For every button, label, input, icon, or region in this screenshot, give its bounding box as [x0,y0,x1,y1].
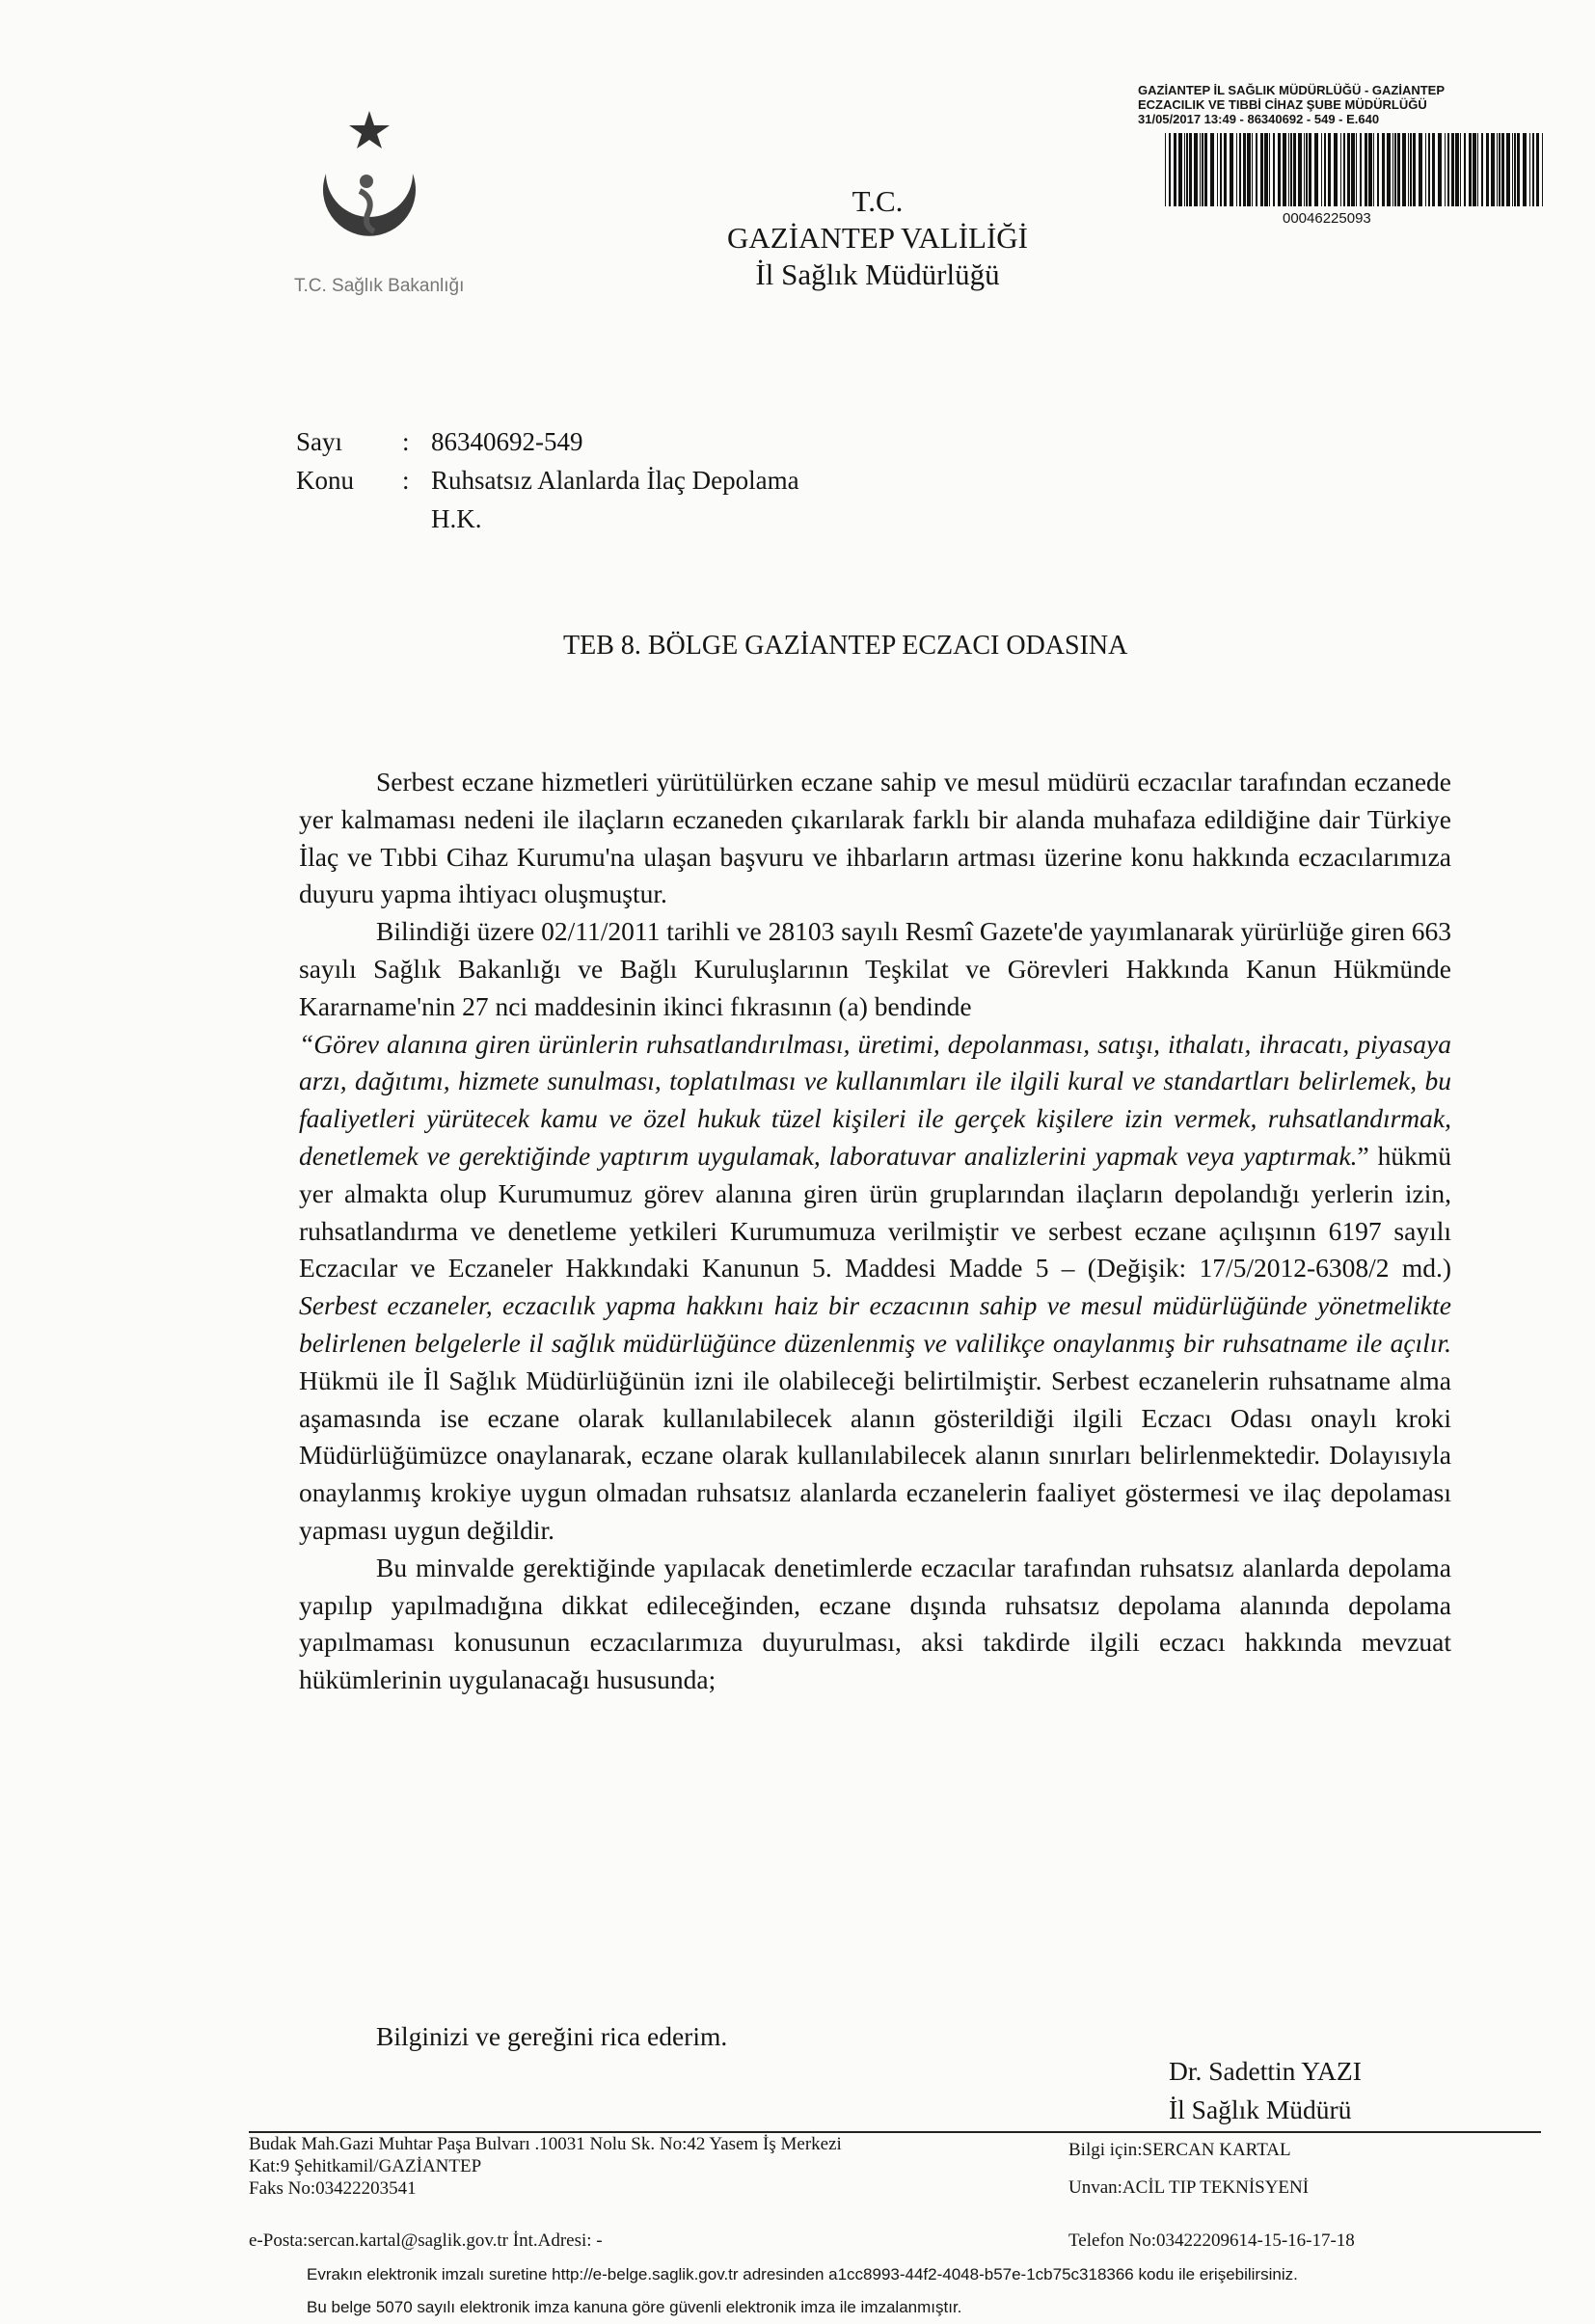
closing-line: Bilginizi ve gereğini rica ederim. [376,2021,728,2051]
footer-contact: Bilgi için:SERCAN KARTAL Unvan:ACİL TIP TEKNİSYENİ [1068,2140,1310,2198]
separator: : [402,466,410,495]
sayi-row [296,422,799,461]
header-valilik: GAZİANTEP VALİLİĞİ [727,221,1028,255]
konu-value: Ruhsatsız Alanlarda İlaç Depolama [431,466,799,495]
header-tc: T.C. [852,184,904,218]
esign-notice: Evrakın elektronik imzalı suretine http://e-belge.saglik.gov.tr adresinden a1cc8993-44f2-4048-b57e-1cb75c318366 kodu ile erişebilirsiniz. Bu belge 5070 sayılı elektronik imza kanuna göre güvenli elektronik imza ile imzalanmıştır. [307,2265,1298,2316]
document-header [675,183,1080,293]
konu-label: Konu [296,466,354,495]
sayi-label: Sayı [296,427,343,456]
logo-caption: T.C. Sağlık Bakanlığı [294,276,465,296]
barcode-icon [1165,133,1543,206]
signer-title: İl Sağlık Müdürü [1169,2094,1352,2124]
separator: : [402,427,410,456]
paragraph-3: Bu minvalde gerektiğinde yapılacak denetimlerde eczacılar tarafından ruhsatsız alanlarda depolama yapılıp yapılmadığına dikkat edileceğinden, eczane dışında ruhsatsız depolama alanında depolama yapılmaması konusunun eczacılarımıza duyurulması, aksi takdirde ilgili eczacı hakkında mevzuat hükümlerinin uygulanacağı hususunda; [299,1552,1451,1695]
stamp-line-3: 31/05/2017 13:49 - 86340692 - 549 - E.640 [1138,112,1380,126]
konu-value-2: H.K. [431,504,482,533]
signer-name: Dr. Sadettin YAZI [1169,2056,1362,2086]
registry-stamp [1138,83,1543,126]
sayi-value: 86340692-549 [431,427,583,456]
document-meta [296,422,799,538]
stamp-line-1: GAZİANTEP İL SAĞLIK MÜDÜRLÜĞÜ - GAZİANTEP [1138,83,1446,97]
stamp-line-2: ECZACILIK VE TIBBİ CİHAZ ŞUBE MÜDÜRLÜĞÜ [1138,97,1427,112]
quote-1: “Görev alanına giren ürünlerin ruhsatlandırılması, üretimi, depolanması, satışı, ithalatı, ihracatı, piyasaya arzı, dağıtımı, hizmete sunulması, toplatılması ve kullanımları ile ilgili kural ve standartları belirlemek, bu faaliyetleri yürütecek kamu ve özel hukuk tüzel kişileri ile gerçek kişilere izin vermek, ruhsatlandırmak, denetlemek ve gerektiğinde yaptırım uygulamak, laboratuvar analizlerini yapmak veya yaptırmak. [299,1028,1451,1171]
ministry-logo-icon [307,106,432,251]
footer-email: e-Posta:sercan.kartal@saglik.gov.tr İnt.Adresi: - [249,2230,603,2251]
konu-row-2 [296,500,799,538]
addressee: TEB 8. BÖLGE GAZİANTEP ECZACI ODASINA [563,631,1128,661]
signature-block [1169,2052,1362,2129]
header-mudurluk: İl Sağlık Müdürlüğü [755,257,1000,291]
konu-row [296,461,799,500]
letter-body [299,764,1451,1699]
barcode-number: 00046225093 [1283,210,1371,227]
paragraph-2: Bilindiği üzere 02/11/2011 tarihli ve 28103 sayılı Resmî Gazete'de yayımlanarak yürürlüğe giren 663 sayılı Sağlık Bakanlığı ve Bağlı Kuruluşlarının Teşkilat ve Görevleri Hakkında Kanun Hükmünde Kararname'nin 27 nci maddesinin ikinci fıkrasının (a) bendinde “Görev alanına giren ürünlerin ruhsatlandırılması, üretimi, depolanması, satışı, ithalatı, ihracatı, piyasaya arzı, dağıtımı, hizmete sunulması, toplatılması ve kullanımları ile ilgili kural ve standartları belirlemek, bu faaliyetleri yürütecek kamu ve özel hukuk tüzel kişileri ile gerçek kişilere izin vermek, ruhsatlandırmak, denetlemek ve gerektiğinde yaptırım uygulamak, laboratuvar analizlerini yapmak veya yaptırmak.” hükmü yer almakta olup Kurumumuz görev alanına giren ürün gruplarından ilaçların depolandığı yerlerin izin, ruhsatlandırma ve denetleme yetkileri Kurumumuza verilmiştir ve serbest eczane açılışının 6197 sayılı Eczacılar ve Eczaneler Hakkındaki Kanunun 5. Maddesi Madde 5 – (Değişik: 17/5/2012-6308/2 md.) Serbest eczaneler, eczacılık yapma hakkını haiz bir eczacının sahip ve mesul müdürlüğünde yönetmelikte belirlenen belgelerle il sağlık müdürlüğünce düzenlenmiş ve valilikçe onaylanmış bir ruhsatname ile açılır. Hükmü ile İl Sağlık Müdürlüğünün izni ile olabileceği belirtilmiştir. Serbest eczanelerin ruhsatname alma aşamasında ise eczane olarak kullanılabilecek alanın gösterildiği ilgili Eczacı Odası onaylı kroki Müdürlüğümüzce onaylanarak, eczane olarak kullanılabilecek alanın sınırları belirlenmektedir. Dolayısıyla onaylanmış krokiye uygun olmadan ruhsatsız alanlarda eczanelerin faaliyet göstermesi ve ilaç depolaması yapması uygun değildir. [299,916,1451,1545]
paragraph-1: Serbest eczane hizmetleri yürütülürken eczane sahip ve mesul müdürü eczacılar tarafından eczanede yer kalmaması nedeni ile ilaçların eczaneden çıkarılarak farklı bir alanda muhafaza edildiğine dair Türkiye İlaç ve Tıbbi Cihaz Kurumu'na ulaşan başvuru ve ihbarların artması üzerine konu hakkında eczacılarımıza duyuru yapma ihtiyacı oluşmuştur. [299,767,1451,909]
footer-address: Budak Mah.Gazi Muhtar Paşa Bulvarı .10031 Nolu Sk. No:42 Yasem İş Merkezi Kat:9 Şehitkamil/GAZİANTEP Faks No:03422203541 [249,2134,842,2199]
footer-phone: Telefon No:03422209614-15-16-17-18 [1068,2230,1355,2251]
quote-2: Serbest eczaneler, eczacılık yapma hakkını haiz bir eczacının sahip ve mesul müdürlüğünde yönetmelikte belirlenen belgelerle il sağlık müdürlüğünce düzenlenmiş ve valilikçe onaylanmış bir ruhsatname ile açılır. [299,1290,1451,1358]
